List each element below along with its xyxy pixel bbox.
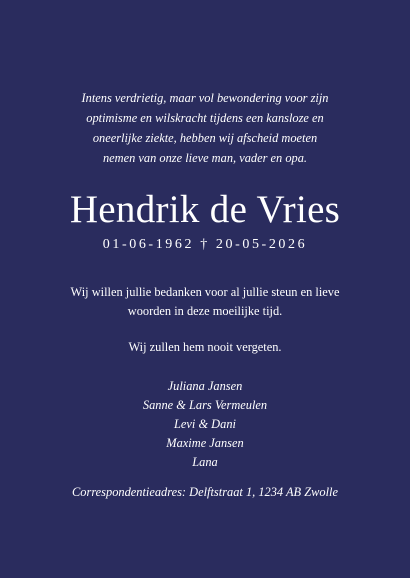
intro-line: Intens verdrietig, maar vol bewondering voor zijn: [81, 91, 329, 105]
intro-text: [0, 88, 410, 168]
family-member: Maxime Jansen: [166, 436, 244, 450]
closing-text: Wij zullen hem nooit vergeten.: [128, 340, 282, 354]
correspondence-address: Correspondentieadres: Delftstraat 1, 1234 AB Zwolle: [72, 485, 338, 499]
thanks-line: Wij willen jullie bedanken voor al jullie steun en lieve: [70, 285, 340, 299]
deceased-name: Hendrik de Vries: [69, 188, 341, 231]
intro-line: optimisme en wilskracht tijdens een kansloze en: [86, 111, 324, 125]
family-member: Lana: [192, 455, 218, 469]
family-member: Juliana Jansen: [167, 379, 243, 393]
family-member: Levi & Dani: [174, 417, 236, 431]
family-list: [0, 377, 410, 472]
intro-line: nemen van onze lieve man, vader en opa.: [102, 151, 308, 165]
family-member: Sanne & Lars Vermeulen: [142, 398, 268, 412]
intro-line: oneerlijke ziekte, hebben wij afscheid moeten: [92, 131, 318, 145]
thanks-text: [0, 283, 410, 321]
thanks-line: woorden in deze moeilijke tijd.: [127, 304, 283, 318]
life-dates: 01-06-1962 † 20-05-2026: [102, 237, 308, 252]
